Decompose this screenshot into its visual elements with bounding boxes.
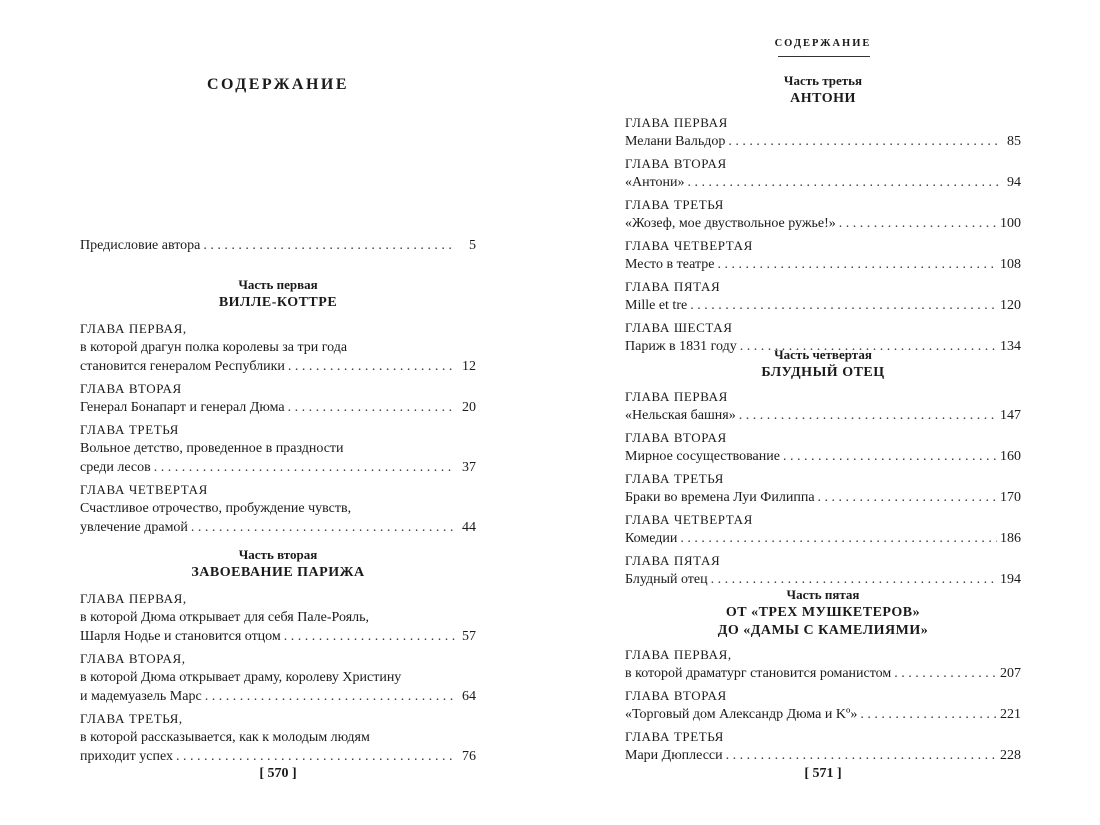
- page-number: 186: [1000, 531, 1021, 546]
- page-number: 64: [462, 689, 476, 704]
- entry-title: «Нельская башня»: [625, 408, 736, 423]
- toc-entry[interactable]: [625, 511, 1021, 548]
- entry-title: Браки во времена Луи Филиппа: [625, 490, 815, 505]
- part-label: Часть третья: [783, 73, 863, 88]
- chapter-label: ГЛАВА ПЕРВАЯ: [625, 389, 728, 404]
- leader-dots: [191, 518, 455, 537]
- toc-entry[interactable]: [80, 421, 476, 477]
- leader-dots: [728, 132, 1000, 151]
- page-number: 5: [469, 238, 476, 253]
- entry-line: в которой рассказывается, как к молодым людям: [80, 730, 370, 745]
- chapter-label: ГЛАВА ПЯТАЯ: [625, 279, 721, 294]
- toc-entry[interactable]: [80, 650, 476, 706]
- running-head: СОДЕРЖАНИЕ: [774, 38, 872, 49]
- entry-title: становится генералом Республики: [80, 359, 285, 374]
- chapter-label: ГЛАВА ВТОРАЯ: [625, 430, 727, 445]
- page-number: 147: [1000, 408, 1021, 423]
- part-heading: [80, 276, 476, 312]
- toc-entry[interactable]: [80, 380, 476, 417]
- entry-title: Генерал Бонапарт и генерал Дюма: [80, 400, 285, 415]
- entry-title: «Антони»: [625, 175, 685, 190]
- entry-title: «Торговый дом Александр Дюма и Kº»: [625, 707, 858, 722]
- toc-entry[interactable]: [625, 470, 1021, 507]
- entry-title: Mille et tre: [625, 298, 688, 313]
- entry-line: в которой Дюма открывает драму, королеву Христину: [80, 670, 402, 685]
- page-number-footer: [ 570 ]: [259, 766, 297, 781]
- leader-dots: [726, 746, 997, 765]
- chapter-label: ГЛАВА ЧЕТВЕРТАЯ: [625, 238, 753, 253]
- chapter-label: ГЛАВА ЧЕТВЕРТАЯ: [80, 482, 208, 497]
- page-number: 120: [1000, 298, 1021, 313]
- toc-entry[interactable]: [625, 237, 1021, 274]
- part-title: АНТОНИ: [790, 91, 856, 106]
- page-number: 44: [462, 520, 476, 535]
- chapter-label: ГЛАВА ВТОРАЯ,: [80, 651, 186, 666]
- part-label: Часть пятая: [786, 587, 860, 602]
- page-title: СОДЕРЖАНИЕ: [206, 76, 350, 93]
- entry-title: в которой драматург становится романистом: [625, 666, 892, 681]
- toc-entry[interactable]: [625, 687, 1021, 724]
- page-number: 221: [1000, 707, 1021, 722]
- leader-dots: [680, 529, 997, 548]
- entry-title: Шарля Нодье и становится отцом: [80, 629, 281, 644]
- chapter-label: ГЛАВА ВТОРАЯ: [625, 688, 727, 703]
- entry-title: Блудный отец: [625, 572, 708, 587]
- leader-dots: [690, 296, 997, 315]
- part-1-entries: [80, 320, 476, 537]
- leader-dots: [739, 406, 997, 425]
- chapter-label: ГЛАВА ПЕРВАЯ: [625, 115, 728, 130]
- part-1-block: [80, 276, 476, 541]
- page-number: 85: [1007, 134, 1021, 149]
- part-title: ЗАВОЕВАНИЕ ПАРИЖА: [191, 565, 365, 580]
- page-number: 194: [1000, 572, 1021, 587]
- toc-entry-preface[interactable]: [80, 236, 476, 255]
- entry-title: и мадемуазель Марс: [80, 689, 202, 704]
- entry-title: Комедии: [625, 531, 678, 546]
- entry-line: в которой драгун полка королевы за три года: [80, 340, 348, 355]
- part-title: ОТ «ТРЕХ МУШКЕТЕРОВ»: [725, 605, 921, 620]
- toc-entry[interactable]: [625, 552, 1021, 589]
- chapter-label: ГЛАВА ПЕРВАЯ,: [80, 591, 187, 606]
- leader-dots: [203, 236, 455, 255]
- chapter-label: ГЛАВА ТРЕТЬЯ: [80, 422, 179, 437]
- leader-dots: [176, 747, 455, 766]
- part-heading: [625, 346, 1021, 382]
- page-number: 207: [1000, 666, 1021, 681]
- entry-title: Предисловие автора: [80, 238, 201, 253]
- toc-entry[interactable]: [625, 388, 1021, 425]
- leader-dots: [205, 687, 455, 706]
- chapter-label: ГЛАВА ПЯТАЯ: [625, 553, 721, 568]
- chapter-label: ГЛАВА ПЕРВАЯ,: [80, 321, 187, 336]
- toc-entry[interactable]: [625, 114, 1021, 151]
- toc-entry[interactable]: [625, 429, 1021, 466]
- leader-dots: [839, 214, 997, 233]
- toc-entry[interactable]: [625, 155, 1021, 192]
- page-number: 100: [1000, 216, 1021, 231]
- leader-dots: [288, 357, 455, 376]
- page-number: 37: [462, 460, 476, 475]
- page-number: 94: [1007, 175, 1021, 190]
- chapter-label: ГЛАВА ЧЕТВЕРТАЯ: [625, 512, 753, 527]
- right-page: [550, 0, 1100, 825]
- toc-entry[interactable]: [80, 320, 476, 376]
- chapter-label: ГЛАВА ТРЕТЬЯ: [625, 471, 724, 486]
- page-number: 228: [1000, 748, 1021, 763]
- entry-title: увлечение драмой: [80, 520, 188, 535]
- part-2-block: [80, 546, 476, 770]
- part-heading: [625, 586, 1021, 640]
- preface-block: [80, 236, 476, 259]
- part-2-entries: [80, 590, 476, 766]
- leader-dots: [688, 173, 1000, 192]
- entry-title: Париж в 1831 году: [625, 339, 737, 354]
- part-label: Часть первая: [238, 277, 318, 292]
- page-number: 12: [462, 359, 476, 374]
- part-label: Часть вторая: [238, 547, 318, 562]
- page-number: 108: [1000, 257, 1021, 272]
- leader-dots: [894, 664, 997, 683]
- leader-dots: [154, 458, 455, 477]
- entry-title: Мари Дюплесси: [625, 748, 723, 763]
- running-head-rule: [778, 56, 870, 57]
- toc-entry[interactable]: [80, 590, 476, 646]
- page-number-footer: [ 571 ]: [804, 766, 842, 781]
- page-number: 20: [462, 400, 476, 415]
- chapter-label: ГЛАВА ТРЕТЬЯ,: [80, 711, 183, 726]
- entry-line: в которой Дюма открывает для себя Пале-Рояль,: [80, 610, 370, 625]
- leader-dots: [783, 447, 997, 466]
- entry-title: Мирное сосуществование: [625, 449, 780, 464]
- toc-entry[interactable]: [625, 646, 1021, 683]
- toc-entry[interactable]: [625, 278, 1021, 315]
- entry-line: Вольное детство, проведенное в праздности: [80, 441, 344, 456]
- part-title: ВИЛЛЕ-КОТТРЕ: [218, 295, 338, 310]
- entry-title: Место в театре: [625, 257, 715, 272]
- leader-dots: [860, 705, 997, 724]
- part-heading: [625, 72, 1021, 108]
- entry-title: приходит успех: [80, 749, 174, 764]
- page-number: 134: [1000, 339, 1021, 354]
- part-title-line-2: ДО «ДАМЫ С КАМЕЛИЯМИ»: [717, 623, 929, 638]
- part-label: Часть четвертая: [774, 347, 872, 362]
- part-3-block: [625, 72, 1021, 360]
- page-number: 160: [1000, 449, 1021, 464]
- toc-entry[interactable]: [80, 710, 476, 766]
- part-4-block: [625, 346, 1021, 593]
- part-title: БЛУДНЫЙ ОТЕЦ: [761, 365, 885, 380]
- page-number: 57: [462, 629, 476, 644]
- entry-title: Мелани Вальдор: [625, 134, 726, 149]
- chapter-label: ГЛАВА ВТОРАЯ: [625, 156, 727, 171]
- chapter-label: ГЛАВА ВТОРАЯ: [80, 381, 182, 396]
- page-number: 170: [1000, 490, 1021, 505]
- entry-line: Счастливое отрочество, пробуждение чувств,: [80, 501, 352, 516]
- toc-entry[interactable]: [80, 481, 476, 537]
- leader-dots: [288, 398, 455, 417]
- leader-dots: [717, 255, 997, 274]
- part-5-block: [625, 586, 1021, 769]
- chapter-label: ГЛАВА ПЕРВАЯ,: [625, 647, 732, 662]
- chapter-label: ГЛАВА ТРЕТЬЯ: [625, 729, 724, 744]
- leader-dots: [818, 488, 997, 507]
- part-heading: [80, 546, 476, 582]
- entry-title: среди лесов: [80, 460, 151, 475]
- page-number: 76: [462, 749, 476, 764]
- chapter-label: ГЛАВА ШЕСТАЯ: [625, 320, 733, 335]
- toc-entry[interactable]: [625, 196, 1021, 233]
- toc-entry[interactable]: [625, 728, 1021, 765]
- chapter-label: ГЛАВА ТРЕТЬЯ: [625, 197, 724, 212]
- leader-dots: [284, 627, 455, 646]
- entry-title: «Жозеф, мое двуствольное ружье!»: [625, 216, 836, 231]
